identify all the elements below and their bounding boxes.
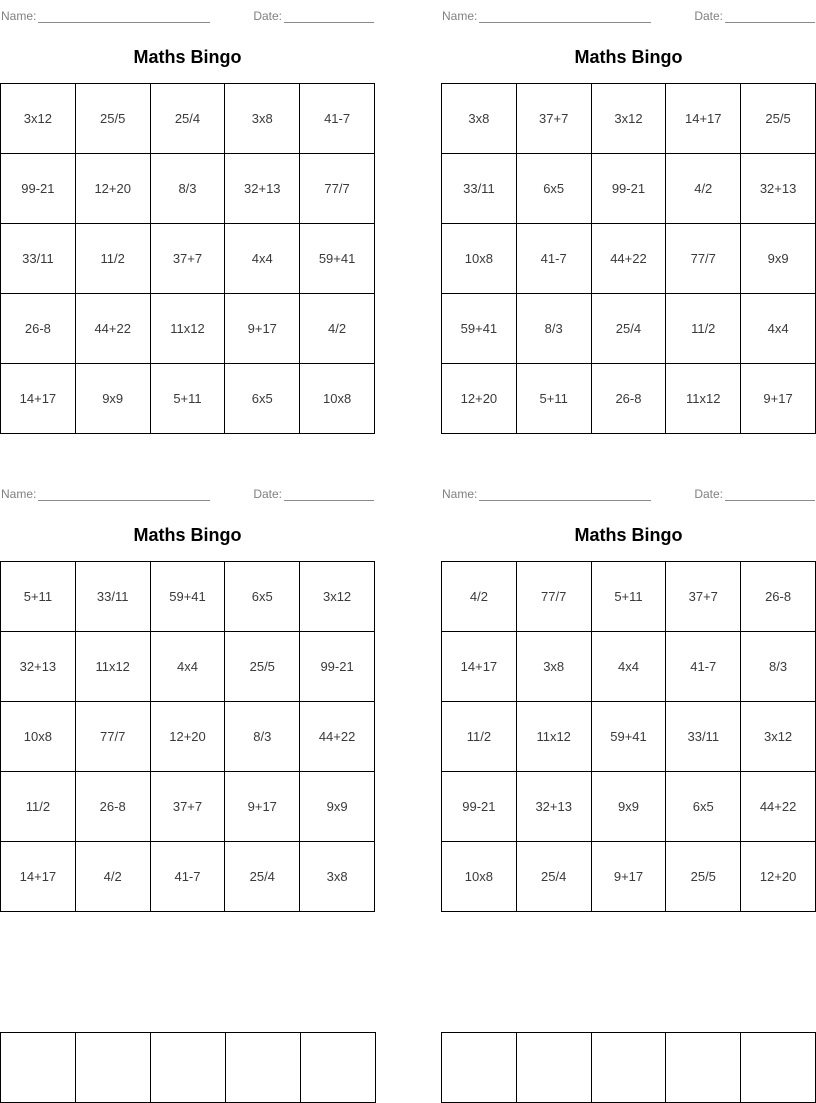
bingo-cell: 32+13 [1, 632, 76, 702]
bingo-row [442, 632, 816, 702]
date-label: Date: [694, 487, 723, 501]
bingo-cell: 77/7 [666, 224, 741, 294]
bingo-cell: 11/2 [1, 772, 76, 842]
bingo-cell: 12+20 [150, 702, 225, 772]
bingo-cell: 11/2 [442, 702, 517, 772]
bingo-cell: 41-7 [666, 632, 741, 702]
card-title: Maths Bingo [574, 525, 683, 545]
bingo-cell: 25/5 [75, 84, 150, 154]
bingo-cell: 3x12 [591, 84, 666, 154]
bingo-cell: 41-7 [300, 84, 375, 154]
bingo-row [442, 84, 816, 154]
date-label: Date: [694, 9, 723, 23]
date-group [694, 487, 815, 501]
bingo-cell: 32+13 [741, 154, 816, 224]
bingo-cell: 11x12 [75, 632, 150, 702]
partial-bingo-grid [441, 1032, 816, 1103]
date-group [694, 9, 815, 23]
bingo-card [0, 0, 375, 434]
bingo-row [1, 842, 375, 912]
bingo-cell [741, 1033, 816, 1103]
bingo-cell: 25/4 [225, 842, 300, 912]
bingo-cell: 44+22 [591, 224, 666, 294]
bingo-row [442, 562, 816, 632]
bingo-cell: 99-21 [300, 632, 375, 702]
bingo-cell: 25/4 [591, 294, 666, 364]
card-title: Maths Bingo [133, 525, 242, 545]
bingo-cell: 4/2 [75, 842, 150, 912]
bingo-cell: 4/2 [300, 294, 375, 364]
bingo-cell: 25/5 [225, 632, 300, 702]
date-blank-line [725, 487, 815, 501]
bingo-cell: 6x5 [225, 364, 300, 434]
bingo-cell [226, 1033, 301, 1103]
bingo-cell: 6x5 [225, 562, 300, 632]
bingo-cell: 5+11 [516, 364, 591, 434]
bingo-cell: 6x5 [516, 154, 591, 224]
bingo-row [442, 364, 816, 434]
card-title: Maths Bingo [574, 47, 683, 67]
bingo-row [1, 294, 375, 364]
bingo-cell: 9+17 [591, 842, 666, 912]
bingo-cell: 25/4 [516, 842, 591, 912]
bingo-cell: 33/11 [442, 154, 517, 224]
bingo-cell: 37+7 [516, 84, 591, 154]
bingo-grid [0, 83, 375, 434]
bingo-cell: 9x9 [741, 224, 816, 294]
bingo-cell: 44+22 [300, 702, 375, 772]
name-blank-line [38, 9, 210, 23]
bingo-cell: 8/3 [741, 632, 816, 702]
bingo-cell: 26-8 [591, 364, 666, 434]
bingo-cell: 77/7 [75, 702, 150, 772]
bingo-cell: 44+22 [75, 294, 150, 364]
bingo-cell: 5+11 [591, 562, 666, 632]
bingo-cell: 99-21 [591, 154, 666, 224]
bingo-row [1, 1033, 376, 1103]
bingo-row [1, 154, 375, 224]
bingo-cell: 14+17 [666, 84, 741, 154]
bingo-cell: 8/3 [516, 294, 591, 364]
bingo-cell: 11x12 [516, 702, 591, 772]
bingo-cell: 14+17 [1, 842, 76, 912]
bingo-row [442, 224, 816, 294]
bingo-cell: 3x12 [1, 84, 76, 154]
date-blank-line [284, 9, 374, 23]
bingo-cell: 37+7 [150, 772, 225, 842]
bingo-cell: 32+13 [225, 154, 300, 224]
bingo-cell: 4x4 [741, 294, 816, 364]
bingo-cell: 4x4 [150, 632, 225, 702]
bingo-cell: 10x8 [1, 702, 76, 772]
bingo-cell: 11/2 [75, 224, 150, 294]
bingo-cell: 41-7 [150, 842, 225, 912]
bingo-cell: 59+41 [442, 294, 517, 364]
bingo-cell: 26-8 [75, 772, 150, 842]
bingo-row [442, 702, 816, 772]
bingo-cell: 3x8 [442, 84, 517, 154]
bingo-cell [442, 1033, 517, 1103]
name-blank-line [479, 9, 651, 23]
bingo-cell: 3x8 [225, 84, 300, 154]
partial-bingo-grid [0, 1032, 376, 1103]
bingo-row [442, 842, 816, 912]
date-label: Date: [253, 9, 282, 23]
date-group [253, 9, 374, 23]
bingo-cell: 4/2 [442, 562, 517, 632]
bingo-cell: 3x12 [300, 562, 375, 632]
name-label: Name: [1, 9, 37, 23]
bingo-row [442, 294, 816, 364]
bingo-cell: 77/7 [516, 562, 591, 632]
bingo-card [0, 478, 375, 912]
bingo-cell: 12+20 [75, 154, 150, 224]
bingo-card [441, 478, 816, 912]
partial-bingo-card [0, 1032, 376, 1103]
bingo-cell: 25/4 [150, 84, 225, 154]
bingo-cell: 41-7 [516, 224, 591, 294]
bingo-row [1, 562, 375, 632]
partial-bingo-card [441, 1032, 816, 1103]
bingo-cell: 32+13 [516, 772, 591, 842]
bingo-cell: 10x8 [442, 224, 517, 294]
bingo-cell: 9x9 [591, 772, 666, 842]
bingo-cell: 4/2 [666, 154, 741, 224]
bingo-cell: 9x9 [75, 364, 150, 434]
bingo-cell: 59+41 [591, 702, 666, 772]
bingo-cell: 9+17 [225, 772, 300, 842]
bingo-cell: 33/11 [1, 224, 76, 294]
bingo-cell: 4x4 [225, 224, 300, 294]
name-label: Name: [442, 487, 478, 501]
date-group [253, 487, 374, 501]
date-label: Date: [253, 487, 282, 501]
bingo-row [1, 632, 375, 702]
bingo-cell: 9+17 [225, 294, 300, 364]
name-date-row [441, 483, 816, 501]
bingo-cell: 14+17 [1, 364, 76, 434]
bingo-cell: 26-8 [1, 294, 76, 364]
bingo-cell [591, 1033, 666, 1103]
bingo-cell [301, 1033, 376, 1103]
bingo-cell: 44+22 [741, 772, 816, 842]
name-blank-line [38, 487, 210, 501]
bingo-cell: 37+7 [150, 224, 225, 294]
bingo-cell: 8/3 [150, 154, 225, 224]
name-date-row [0, 5, 375, 23]
bingo-grid [0, 561, 375, 912]
bingo-cell: 11x12 [150, 294, 225, 364]
bingo-row [442, 772, 816, 842]
bingo-row [1, 364, 375, 434]
bingo-cell: 3x8 [300, 842, 375, 912]
bingo-cell: 25/5 [666, 842, 741, 912]
bingo-cell [76, 1033, 151, 1103]
name-date-row [0, 483, 375, 501]
bingo-row [1, 84, 375, 154]
bingo-cell [666, 1033, 741, 1103]
bingo-cell: 3x8 [516, 632, 591, 702]
bingo-cell: 5+11 [1, 562, 76, 632]
bingo-cell: 12+20 [442, 364, 517, 434]
bingo-cell: 26-8 [741, 562, 816, 632]
bingo-cell: 11/2 [666, 294, 741, 364]
name-date-row [441, 5, 816, 23]
bingo-row [1, 224, 375, 294]
bingo-cell: 10x8 [300, 364, 375, 434]
bingo-cell: 59+41 [300, 224, 375, 294]
bingo-row [442, 154, 816, 224]
bingo-cell: 5+11 [150, 364, 225, 434]
name-label: Name: [442, 9, 478, 23]
bingo-cell [151, 1033, 226, 1103]
name-blank-line [479, 487, 651, 501]
bingo-cell: 99-21 [442, 772, 517, 842]
bingo-row [1, 702, 375, 772]
bingo-card [441, 0, 816, 434]
bingo-grid [441, 561, 816, 912]
bingo-cell: 25/5 [741, 84, 816, 154]
bingo-cell: 33/11 [75, 562, 150, 632]
bingo-cell: 6x5 [666, 772, 741, 842]
bingo-cell: 4x4 [591, 632, 666, 702]
bingo-row [442, 1033, 816, 1103]
bingo-cell [516, 1033, 591, 1103]
bingo-grid [441, 83, 816, 434]
date-blank-line [284, 487, 374, 501]
name-label: Name: [1, 487, 37, 501]
bingo-cell: 12+20 [741, 842, 816, 912]
bingo-cell: 99-21 [1, 154, 76, 224]
date-blank-line [725, 9, 815, 23]
bingo-cell: 59+41 [150, 562, 225, 632]
bingo-cell [1, 1033, 76, 1103]
bingo-cell: 77/7 [300, 154, 375, 224]
bingo-cell: 11x12 [666, 364, 741, 434]
bingo-cell: 37+7 [666, 562, 741, 632]
bingo-row [1, 772, 375, 842]
bingo-cell: 33/11 [666, 702, 741, 772]
bingo-cell: 10x8 [442, 842, 517, 912]
bingo-cell: 3x12 [741, 702, 816, 772]
bingo-cell: 8/3 [225, 702, 300, 772]
bingo-cell: 9+17 [741, 364, 816, 434]
bingo-cell: 14+17 [442, 632, 517, 702]
card-title: Maths Bingo [133, 47, 242, 67]
bingo-cell: 9x9 [300, 772, 375, 842]
